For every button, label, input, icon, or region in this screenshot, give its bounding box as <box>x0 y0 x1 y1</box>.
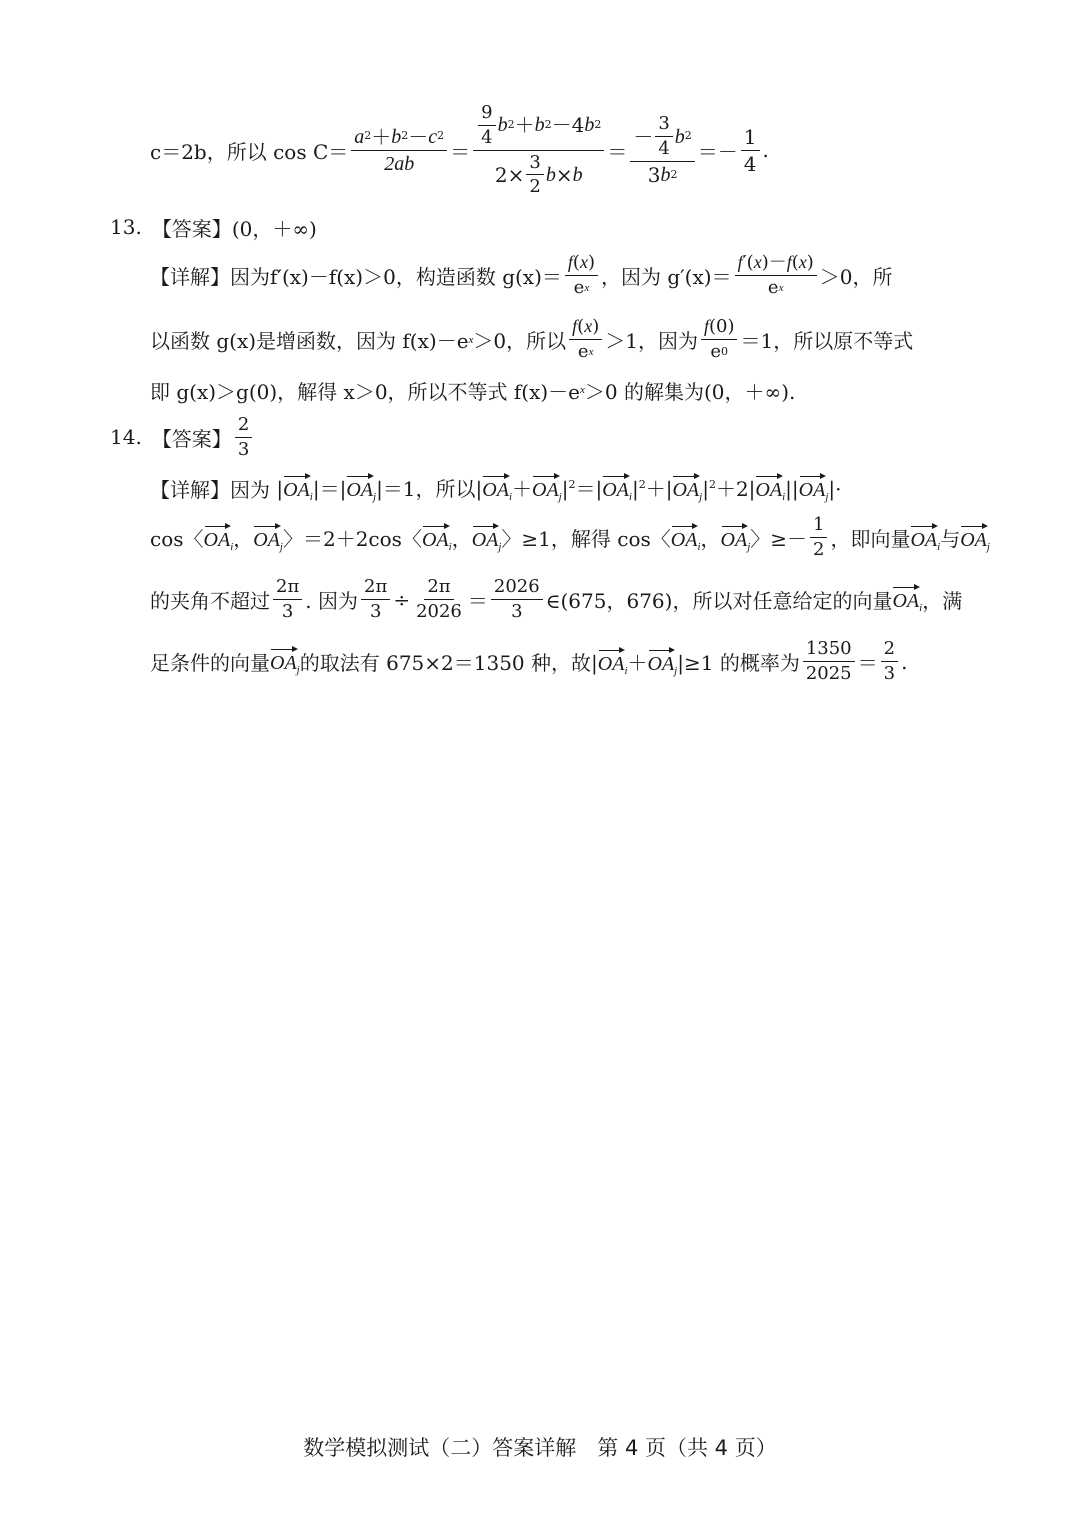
cosC-prefix: c＝2b，所以 cos C＝ <box>150 139 349 164</box>
q13-text-3b: ＞0 的解集为(0，＋∞). <box>584 379 796 404</box>
q13-detail-line-1 <box>150 248 893 303</box>
q14-detail-line-3: 的夹角不超过 $\frac{2\pi}{3}$ . 因为 $\frac{2\pi}{3}$ ÷ $\frac{2\pi}{2026}$ ＝ $\frac{2026}{3}$ ∈(675，676)，所以对任意给定的向量 $OA_i$ ，满 <box>150 576 963 622</box>
q13-text-2d: ＝1，所以原不等式 <box>740 329 914 353</box>
fraction-cosC-result: $\frac{1}{4}$ <box>741 126 760 175</box>
q13-detail-line-2: 以函数 g(x)是增函数，因为 f(x)－e x ＞0，所以 f ( x ) e x ＞1，因为 f (0) e 0 ＝1，所以原不等式 <box>150 316 914 362</box>
q13-answer-value: (0，＋∞) <box>231 216 317 241</box>
q14-answer-line <box>110 412 255 462</box>
q13-text-3: 即 g(x)＞g(0)，解得 x＞0，所以不等式 f(x)－e <box>150 379 581 404</box>
q13-text-1b: ，因为 g′(x)＝ <box>600 265 732 289</box>
q14-text-3a: 的夹角不超过 <box>150 589 270 613</box>
fraction-gprime: f ′( x )－ f ( x ) e x <box>735 253 817 298</box>
q14-detail-line-1: 【详解】 因为 $|OA_i|=|OA_j|=1$，所以$|OA_i+OA_j|^2=|OA_i|^2+|OA_j|^2+2|OA_i||OA_j|\cdot$ <box>150 470 841 506</box>
fraction-cosC-1: a 2 ＋ b 2 － c 2 2ab <box>351 126 447 175</box>
q14-number: 14. <box>110 425 142 449</box>
cosC-equation-line: c＝2b，所以 cos C＝ a 2 ＋ b 2 － c 2 2ab ＝ $\frac{9}{4}$ b 2 ＋ b 2 －4 b 2 2× $\frac{3}{2}$ b × b ＝ － $\frac{3}{4}$ b 2 3 b 2 ＝－ $\frac{1}{4}$ . <box>150 101 769 198</box>
q13-text-1c: ＞0，所 <box>819 265 893 289</box>
q13-text-2a: 以函数 g(x)是增函数，因为 f(x)－e <box>150 329 469 353</box>
q14-answer-tag: 【答案】 <box>151 426 232 451</box>
fraction-f0-e0: f (0) e 0 <box>701 317 738 362</box>
q14-text-4c: ≥1 的概率为 <box>683 651 800 675</box>
q14-text-3b: . 因为 <box>305 589 359 613</box>
fraction-cosC-3: － $\frac{3}{4}$ b 2 3 b 2 <box>630 114 694 186</box>
fraction-fx-ex: f ( x ) e x <box>569 317 602 362</box>
q14-detail-line-4: 足条件的向量 $OA_j$ 的取法有 675×2＝1350 种，故 $|OA_i+OA_j|$ ≥1 的概率为 $\frac{1350}{2025}$ ＝ $\frac{2}{3}$ . <box>150 638 908 684</box>
q13-answer-tag: 【答案】 <box>151 216 232 241</box>
q13-detail-line-3: 即 g(x)＞g(0)，解得 x＞0，所以不等式 f(x)－e x ＞0 的解集为(0，＋∞). <box>150 375 795 405</box>
q14-answer-fraction: $\frac{2}{3}$ <box>235 415 252 460</box>
fraction-cosC-2: $\frac{9}{4}$ b 2 ＋ b 2 －4 b 2 2× $\frac{3}{2}$ b × b <box>473 103 604 197</box>
q14-detail-tag: 【详解】 <box>150 477 230 502</box>
q14-text-3d: ，满 <box>922 589 963 613</box>
q14-text-2end: ，即向量 <box>830 527 911 551</box>
q13-text-1a: 因为f′(x)－f(x)＞0，构造函数 g(x)＝ <box>230 265 562 289</box>
q14-text-3c: ∈(675，676)，所以对任意给定的向量 <box>545 589 893 613</box>
q14-text-1: 因为 <box>230 477 270 502</box>
fraction-gx: f ( x ) e x <box>565 253 598 298</box>
q13-text-2c: ＞1，因为 <box>605 329 698 353</box>
page-footer: 数学模拟测试（二）答案详解 第 4 页（共 4 页） <box>303 1436 777 1460</box>
q13-answer-line <box>110 212 317 242</box>
q14-text-4b: 的取法有 675×2＝1350 种，故 <box>299 651 592 675</box>
q13-detail-tag: 【详解】 <box>150 265 230 289</box>
q13-number: 13. <box>110 215 142 239</box>
q13-text-2b: ＞0，所以 <box>473 329 567 353</box>
q14-detail-line-2: cos〈$OA_i$，$OA_j$〉＝2＋2cos〈$OA_i$，$OA_j$〉≥1，解得 cos〈$OA_i$，$OA_j$〉≥－ $\frac{1}{2}$ ，即向量 $OA_i$与$OA_j$ <box>150 514 990 560</box>
q14-text-4a: 足条件的向量 <box>150 651 270 675</box>
